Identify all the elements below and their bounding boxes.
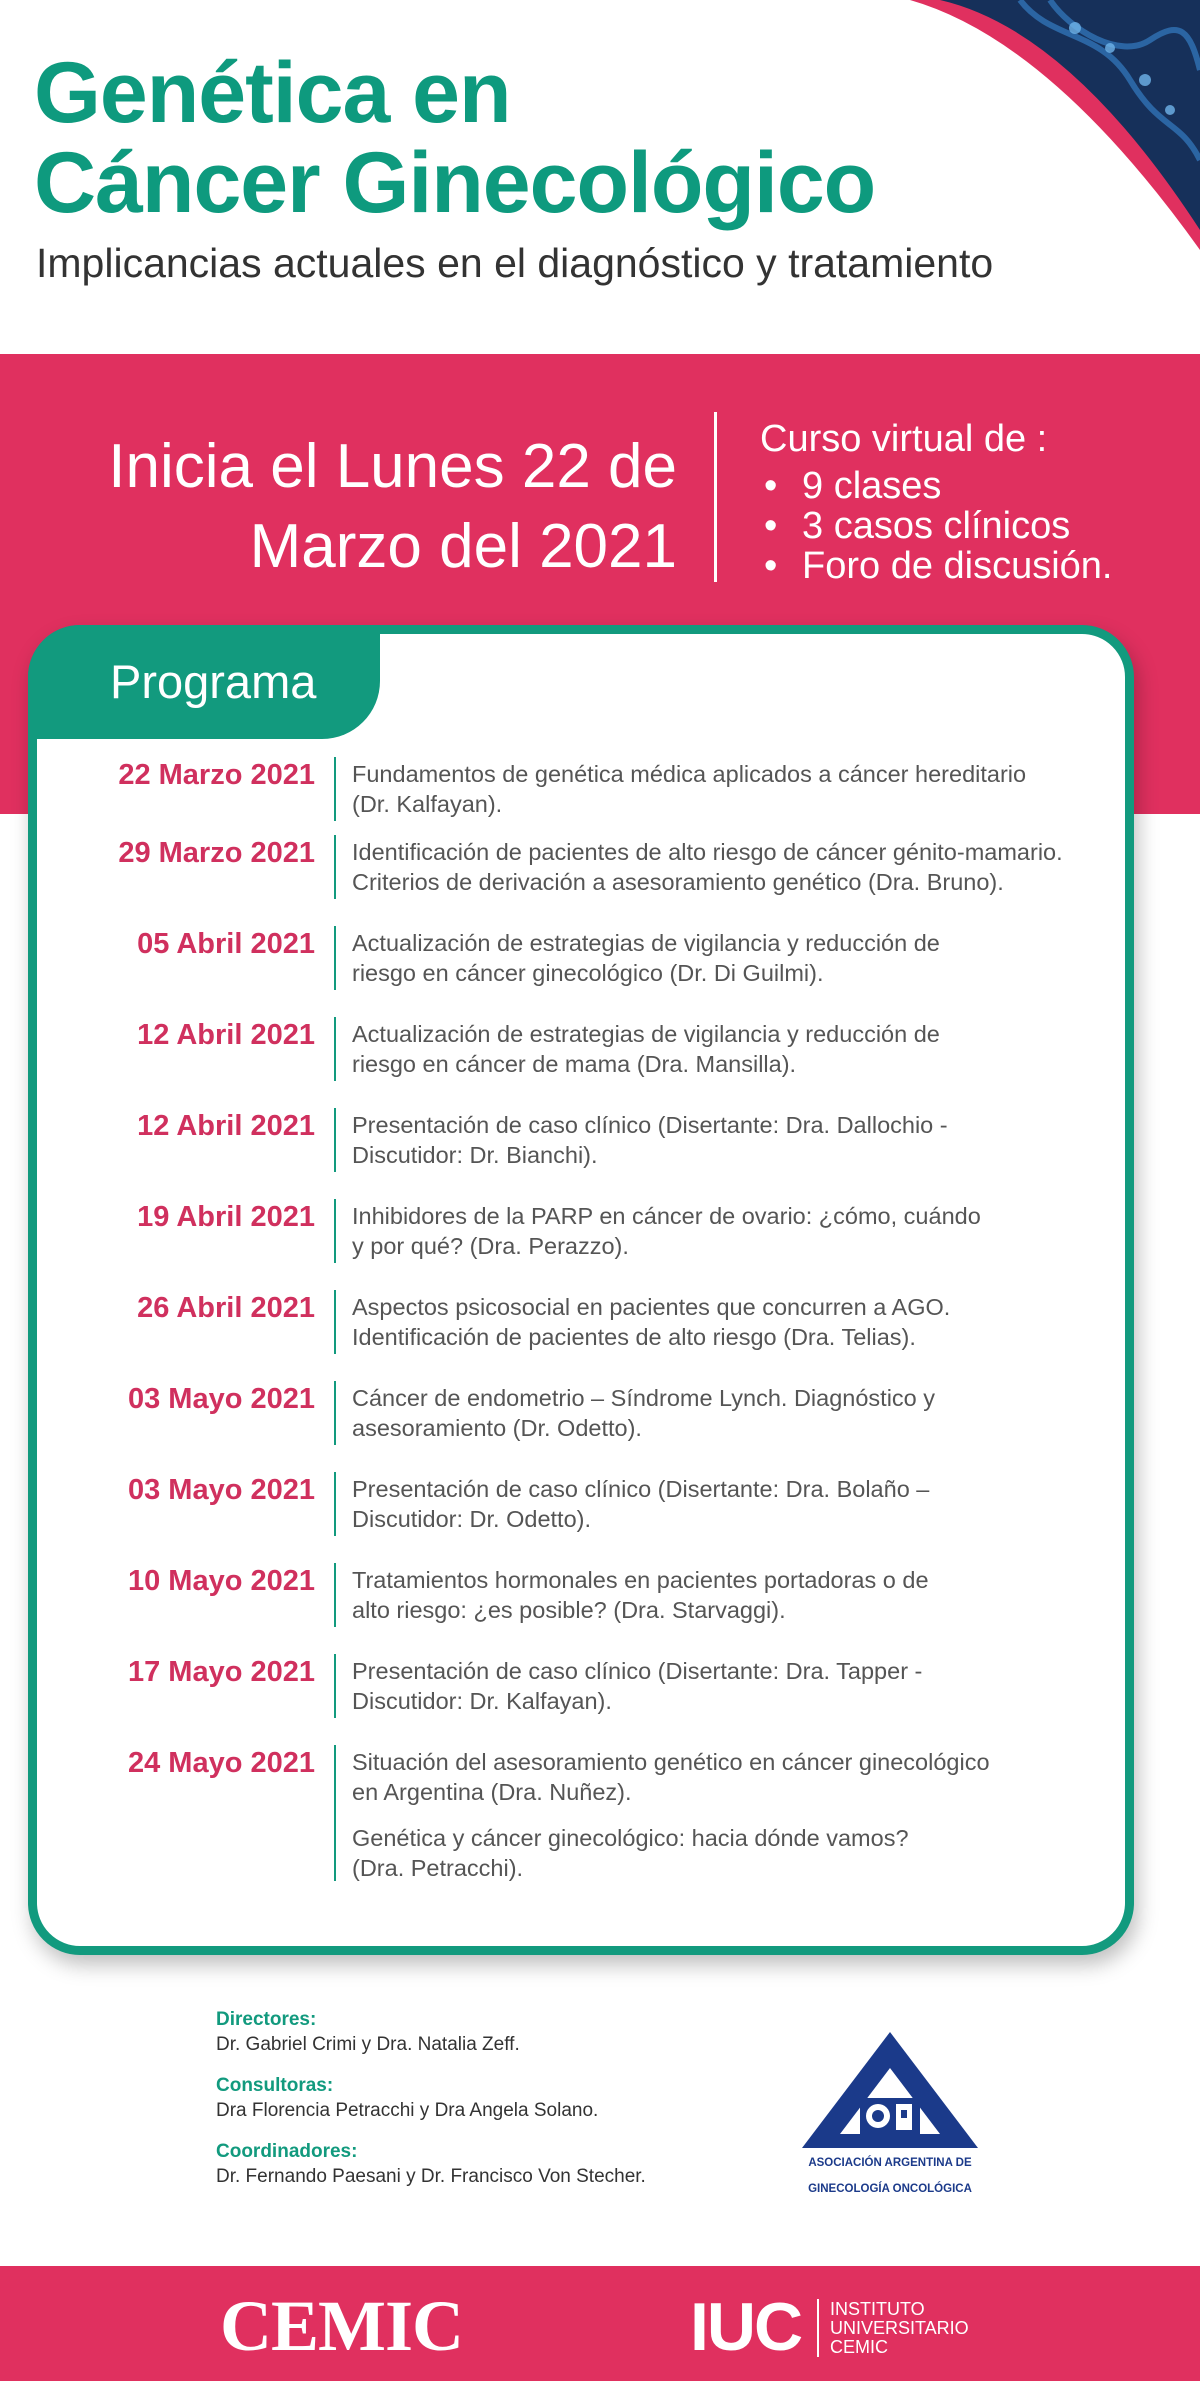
course-info bbox=[760, 412, 1113, 586]
course-item: • 3 casos clínicos bbox=[760, 506, 1113, 546]
entry-divider bbox=[334, 1290, 336, 1354]
entry-text: Inhibidores de la PARP en cáncer de ovario: ¿cómo, cuándo y por qué? (Dra. Perazzo). bbox=[352, 1203, 981, 1259]
course-title: Curso virtual de : bbox=[760, 418, 1048, 460]
iuc-logo-text bbox=[830, 2300, 969, 2357]
directors-names: Dr. Gabriel Crimi y Dra. Natalia Zeff. bbox=[216, 2034, 520, 2055]
iuc-logo-divider bbox=[817, 2299, 819, 2357]
entry-divider bbox=[334, 1108, 336, 1172]
course-item: • Foro de discusión. bbox=[760, 546, 1113, 586]
entry-divider bbox=[334, 1563, 336, 1627]
dna-corner-image bbox=[900, 0, 1200, 260]
entry-date: 12 Abril 2021 bbox=[137, 1019, 315, 1051]
start-date-line-2: Marzo del 2021 bbox=[249, 512, 677, 581]
entry-text: Cáncer de endometrio – Síndrome Lynch. Diagnóstico y asesoramiento (Dr. Odetto). bbox=[352, 1385, 936, 1441]
iuc-line-2: UNIVERSITARIO bbox=[830, 2318, 969, 2338]
course-list bbox=[760, 466, 1113, 586]
entry-text: Identificación de pacientes de alto riesgo de cáncer génito-mamario. Criterios de derivación a asesoramiento genético (Dra. Bruno). bbox=[352, 839, 1063, 895]
start-date-line-1: Inicia el Lunes 22 de bbox=[108, 432, 677, 501]
entry-text: Presentación de caso clínico (Disertante: Dra. Bolaño – Discutidor: Dr. Odetto). bbox=[352, 1476, 930, 1532]
entry-date: 17 Mayo 2021 bbox=[127, 1656, 315, 1688]
aago-logo-text bbox=[770, 2150, 1010, 2202]
footer-band bbox=[0, 2266, 1200, 2381]
entry-date: 29 Marzo 2021 bbox=[118, 837, 315, 869]
title-line-2: Cáncer Ginecológico bbox=[34, 135, 876, 231]
entry-text: Tratamientos hormonales en pacientes portadoras o de alto riesgo: ¿es posible? (Dra. Starvaggi). bbox=[352, 1567, 929, 1623]
entry-date: 19 Abril 2021 bbox=[137, 1201, 315, 1233]
entry-date: 22 Marzo 2021 bbox=[118, 759, 315, 791]
course-item: • 9 clases bbox=[760, 466, 1113, 506]
page-title bbox=[34, 45, 876, 231]
credits-block bbox=[216, 2008, 776, 2206]
aago-line-1: ASOCIACIÓN ARGENTINA DE bbox=[808, 2157, 972, 2169]
cemic-logo: CEMIC bbox=[220, 2286, 463, 2366]
entry-divider bbox=[334, 757, 336, 821]
consultants-names: Dra Florencia Petracchi y Dra Angela Solano. bbox=[216, 2100, 599, 2121]
entry-divider bbox=[334, 1381, 336, 1445]
entry-date: 05 Abril 2021 bbox=[137, 928, 315, 960]
directors-label: Directores: bbox=[216, 2009, 317, 2030]
iuc-line-1: INSTITUTO bbox=[830, 2299, 925, 2319]
banner-divider bbox=[714, 412, 717, 582]
entry-text: Presentación de caso clínico (Disertante: Dra. Tapper - Discutidor: Dr. Kalfayan). bbox=[352, 1658, 923, 1714]
title-line-1: Genética en bbox=[34, 45, 511, 141]
program-tab: Programa bbox=[28, 625, 380, 739]
entry-text: Genética y cáncer ginecológico: hacia dónde vamos? (Dra. Petracchi). bbox=[352, 1825, 909, 1881]
entry-date: 26 Abril 2021 bbox=[137, 1292, 315, 1324]
entry-divider bbox=[334, 1199, 336, 1263]
entry-divider bbox=[334, 1017, 336, 1081]
entry-text: Actualización de estrategias de vigilancia y reducción de riesgo en cáncer de mama (Dra. Mansilla). bbox=[352, 1021, 940, 1077]
entry-text: Fundamentos de genética médica aplicados a cáncer hereditario (Dr. Kalfayan). bbox=[352, 761, 1027, 817]
entry-divider bbox=[334, 835, 336, 899]
entry-date: 03 Mayo 2021 bbox=[127, 1383, 315, 1415]
entry-text: Actualización de estrategias de vigilancia y reducción de riesgo en cáncer ginecológico (Dr. Di Guilmi). bbox=[352, 930, 940, 986]
aago-line-2: GINECOLOGÍA ONCOLÓGICA bbox=[808, 2183, 972, 2195]
entry-date: 12 Abril 2021 bbox=[137, 1110, 315, 1142]
entry-date: 03 Mayo 2021 bbox=[127, 1474, 315, 1506]
entry-divider bbox=[334, 1472, 336, 1536]
entry-text: Presentación de caso clínico (Disertante: Dra. Dallochio - Discutidor: Dr. Bianchi). bbox=[352, 1112, 948, 1168]
iuc-logo: IUC bbox=[690, 2289, 802, 2365]
entry-date: 24 Mayo 2021 bbox=[127, 1747, 315, 1779]
consultants-label: Consultoras: bbox=[216, 2075, 334, 2096]
start-date-text bbox=[37, 427, 677, 587]
entry-text: Situación del asesoramiento genético en cáncer ginecológico en Argentina (Dra. Nuñez). bbox=[352, 1749, 990, 1805]
iuc-line-3: CEMIC bbox=[830, 2337, 888, 2357]
page-subtitle: Implicancias actuales en el diagnóstico y tratamiento bbox=[36, 240, 994, 286]
entry-divider bbox=[334, 926, 336, 990]
entry-date: 10 Mayo 2021 bbox=[127, 1565, 315, 1597]
entry-divider bbox=[334, 1654, 336, 1718]
entry-divider bbox=[334, 1745, 336, 1881]
coordinators-label: Coordinadores: bbox=[216, 2141, 358, 2162]
coordinators-names: Dr. Fernando Paesani y Dr. Francisco Von Stecher. bbox=[216, 2166, 646, 2187]
entry-text: Aspectos psicosocial en pacientes que concurren a AGO. Identificación de pacientes de alto riesgo (Dra. Telias). bbox=[352, 1294, 951, 1350]
